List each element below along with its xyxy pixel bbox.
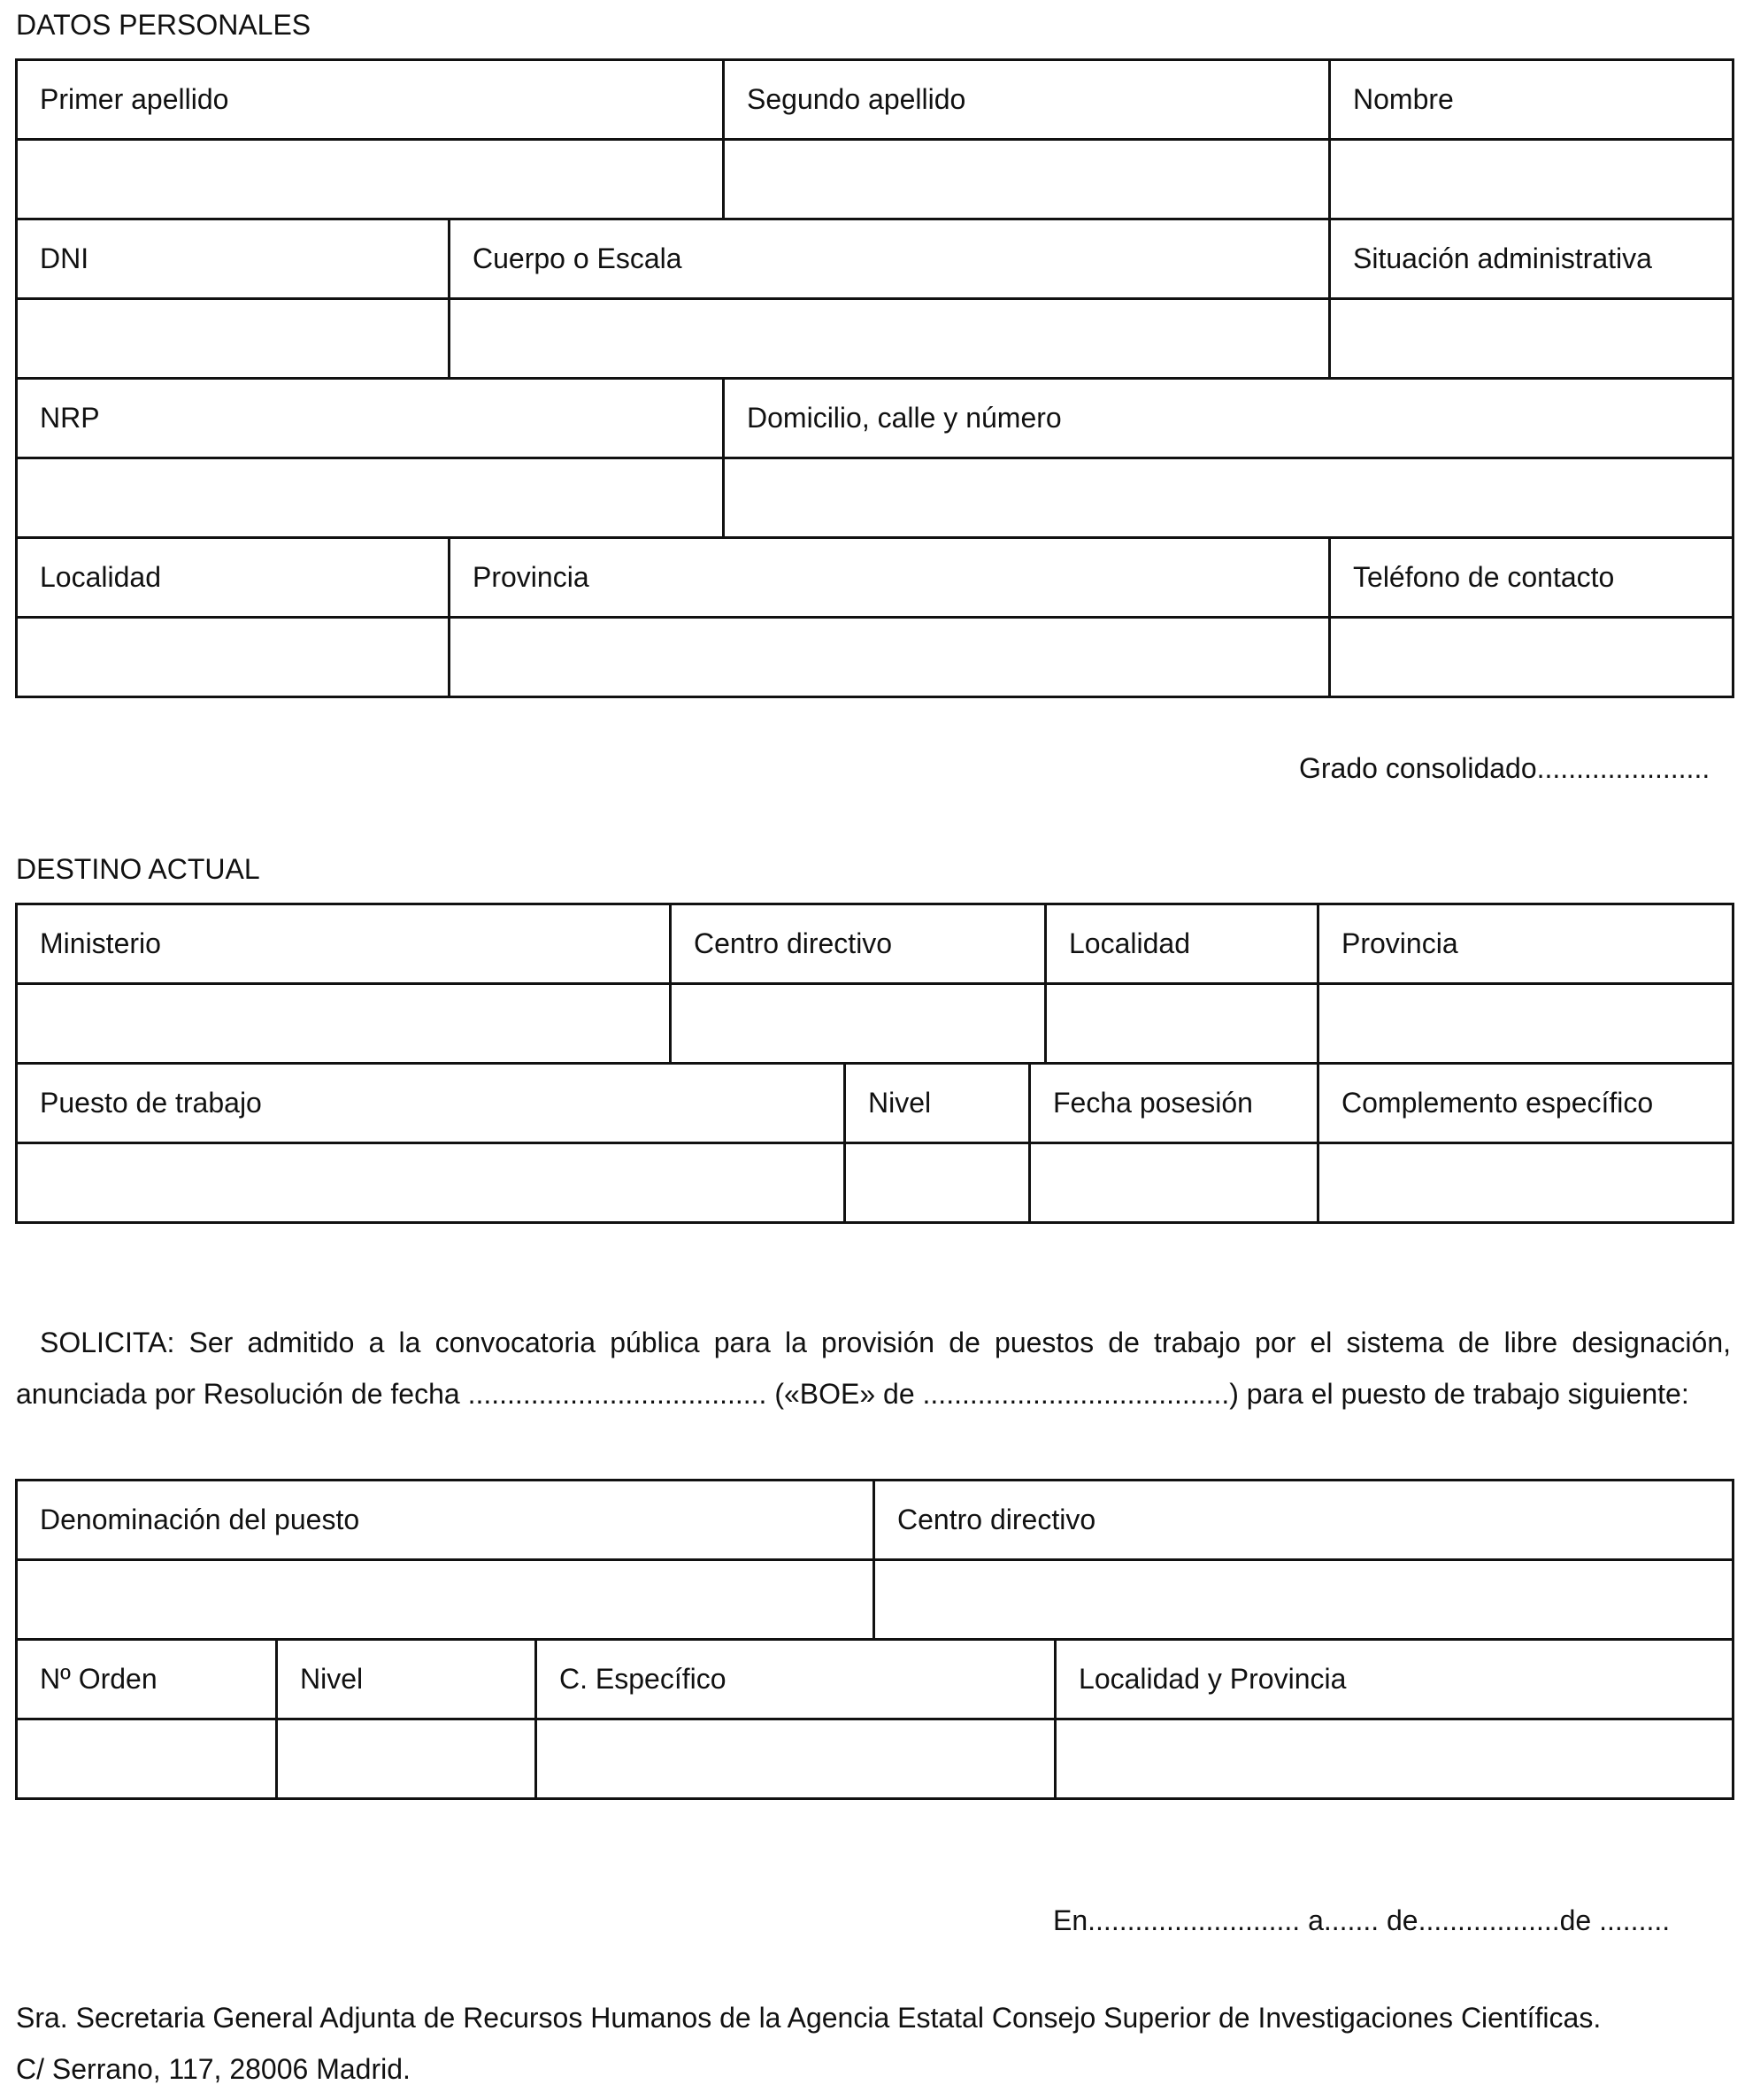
field-localidad-provincia[interactable] (1056, 1719, 1733, 1799)
field-orden[interactable] (17, 1719, 277, 1799)
fecha-lugar-line: En........................... a....... de..................de ......... (1053, 1904, 1671, 1936)
direccion: C/ Serrano, 117, 28006 Madrid. (16, 2053, 411, 2085)
field-destino-provincia[interactable] (1318, 984, 1733, 1064)
label-telefono: Teléfono de contacto (1330, 538, 1733, 618)
field-telefono[interactable] (1330, 618, 1733, 697)
section-title-personal: DATOS PERSONALES (16, 9, 311, 41)
field-segundo-apellido[interactable] (724, 140, 1330, 219)
grado-consolidado: Grado consolidado...................... (1299, 752, 1710, 784)
field-primer-apellido[interactable] (17, 140, 724, 219)
puesto-solicitado-table (15, 1479, 1734, 1800)
label-destino-localidad: Localidad (1046, 904, 1318, 984)
label-complemento: Complemento específico (1318, 1064, 1733, 1143)
field-puesto-centro[interactable] (874, 1560, 1733, 1640)
field-destino-localidad[interactable] (1046, 984, 1318, 1064)
field-ministerio[interactable] (17, 984, 671, 1064)
label-domicilio: Domicilio, calle y número (724, 379, 1733, 458)
personal-data-table (15, 58, 1734, 698)
label-situacion: Situación administrativa (1330, 219, 1733, 299)
label-destino-provincia: Provincia (1318, 904, 1733, 984)
field-puesto-nivel[interactable] (277, 1719, 536, 1799)
label-especifico: C. Específico (536, 1640, 1056, 1719)
label-cuerpo-escala: Cuerpo o Escala (450, 219, 1330, 299)
field-situacion[interactable] (1330, 299, 1733, 379)
label-primer-apellido: Primer apellido (17, 60, 724, 140)
field-nivel[interactable] (845, 1143, 1030, 1223)
label-nombre: Nombre (1330, 60, 1733, 140)
solicita-paragraph: SOLICITA: Ser admitido a la convocatoria pública para la provisión de puestos de trabajo por el sistema de libre designación, anunciada por Resolución de fecha ...................................... («BOE» de .......................................) para el puesto de trabajo siguiente: (16, 1327, 1731, 1410)
field-especifico[interactable] (536, 1719, 1056, 1799)
label-puesto-trabajo: Puesto de trabajo (17, 1064, 845, 1143)
destino-table (15, 903, 1734, 1224)
field-centro-directivo[interactable] (671, 984, 1046, 1064)
label-provincia: Provincia (450, 538, 1330, 618)
field-complemento[interactable] (1318, 1143, 1733, 1223)
field-domicilio[interactable] (724, 458, 1733, 538)
label-fecha-posesion: Fecha posesión (1030, 1064, 1318, 1143)
field-denominacion[interactable] (17, 1560, 874, 1640)
field-cuerpo-escala[interactable] (450, 299, 1330, 379)
label-segundo-apellido: Segundo apellido (724, 60, 1330, 140)
field-fecha-posesion[interactable] (1030, 1143, 1318, 1223)
field-nombre[interactable] (1330, 140, 1733, 219)
label-denominacion: Denominación del puesto (17, 1481, 874, 1560)
field-dni[interactable] (17, 299, 450, 379)
field-localidad[interactable] (17, 618, 450, 697)
field-puesto-trabajo[interactable] (17, 1143, 845, 1223)
destinatario: Sra. Secretaria General Adjunta de Recursos Humanos de la Agencia Estatal Consejo Superior de Investigaciones Científicas. (16, 2002, 1602, 2034)
label-localidad: Localidad (17, 538, 450, 618)
label-puesto-centro: Centro directivo (874, 1481, 1733, 1560)
field-provincia[interactable] (450, 618, 1330, 697)
label-nrp: NRP (17, 379, 724, 458)
label-centro-directivo: Centro directivo (671, 904, 1046, 984)
label-dni: DNI (17, 219, 450, 299)
label-puesto-nivel: Nivel (277, 1640, 536, 1719)
section-title-destino: DESTINO ACTUAL (16, 853, 260, 885)
label-orden: Nº Orden (17, 1640, 277, 1719)
label-localidad-provincia: Localidad y Provincia (1056, 1640, 1733, 1719)
label-nivel: Nivel (845, 1064, 1030, 1143)
field-nrp[interactable] (17, 458, 724, 538)
label-ministerio: Ministerio (17, 904, 671, 984)
